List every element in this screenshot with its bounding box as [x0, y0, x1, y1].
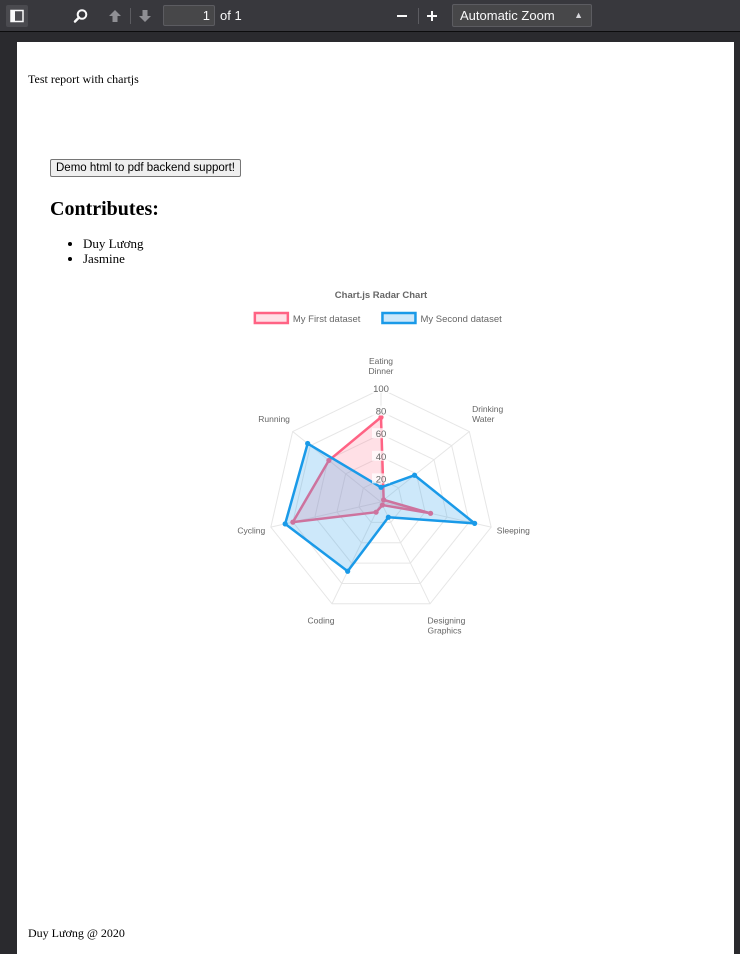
- chart-legend: [255, 313, 502, 325]
- minus-icon: [396, 10, 408, 22]
- select-caret-icon: ▲: [574, 10, 583, 20]
- toolbar-separator: [418, 8, 419, 24]
- legend-label: My First dataset: [292, 314, 361, 325]
- axis-point-label: Cycling: [237, 525, 266, 536]
- tick-label: 40: [375, 451, 387, 463]
- tick-label: 80: [375, 406, 387, 418]
- data-point[interactable]: [345, 569, 350, 574]
- contributor-item: • Jasmine: [83, 251, 144, 266]
- page-number-input[interactable]: 1: [163, 5, 215, 26]
- pdf-toolbar: [0, 0, 740, 32]
- previous-page-button[interactable]: [104, 0, 126, 32]
- axis-point-label: Graphics: [427, 625, 462, 636]
- data-point[interactable]: [283, 521, 288, 526]
- radar-chart: [215, 282, 547, 636]
- data-point[interactable]: [412, 473, 417, 478]
- axis-point-label: Drinking: [472, 404, 504, 415]
- legend-swatch: [382, 313, 415, 323]
- data-point[interactable]: [472, 521, 477, 526]
- tick-label: 20: [375, 474, 387, 486]
- contributor-item: • Duy Lương: [83, 236, 144, 251]
- toolbar-separator: [130, 8, 131, 24]
- zoom-select-value: Automatic Zoom: [460, 8, 555, 23]
- pdf-page: [17, 42, 734, 954]
- demo-html-to-pdf-button[interactable]: Demo html to pdf backend support!: [50, 159, 241, 177]
- legend-swatch: [255, 313, 288, 323]
- sidebar-icon: [10, 9, 24, 23]
- zoom-select[interactable]: [452, 4, 592, 27]
- zoom-in-button[interactable]: [422, 0, 442, 32]
- data-point[interactable]: [378, 485, 383, 490]
- axis-point-label: Designing: [427, 615, 466, 626]
- axis-point-label: Running: [258, 414, 290, 425]
- search-icon: [73, 8, 89, 24]
- document-title: Test report with chartjs: [28, 72, 139, 86]
- axis-point-label: Water: [472, 414, 495, 425]
- plus-icon: [426, 10, 438, 22]
- tick-label: 60: [375, 429, 387, 441]
- zoom-out-button[interactable]: [392, 0, 412, 32]
- data-point[interactable]: [305, 441, 310, 446]
- arrow-up-icon: [107, 8, 123, 24]
- data-point[interactable]: [386, 515, 391, 520]
- axis-point-label: Sleeping: [496, 525, 530, 536]
- tick-label: 100: [373, 384, 389, 395]
- chart-title: Chart.js Radar Chart: [334, 290, 428, 301]
- axis-point-label: Dinner: [368, 366, 394, 376]
- find-button[interactable]: [70, 0, 92, 32]
- arrow-down-icon: [137, 8, 153, 24]
- legend-item[interactable]: [382, 313, 502, 325]
- next-page-button[interactable]: [134, 0, 156, 32]
- page-footer: Duy Lương @ 2020: [28, 926, 125, 940]
- legend-label: My Second dataset: [420, 314, 502, 325]
- axis-point-label: Coding: [307, 615, 335, 626]
- contributors-list: [50, 236, 144, 266]
- sidebar-toggle-button[interactable]: [6, 5, 28, 27]
- contributes-heading: Contributes:: [50, 198, 159, 220]
- legend-item[interactable]: [255, 313, 361, 325]
- axis-point-label: Eating: [368, 356, 394, 366]
- page-count-label: of 1: [220, 8, 242, 23]
